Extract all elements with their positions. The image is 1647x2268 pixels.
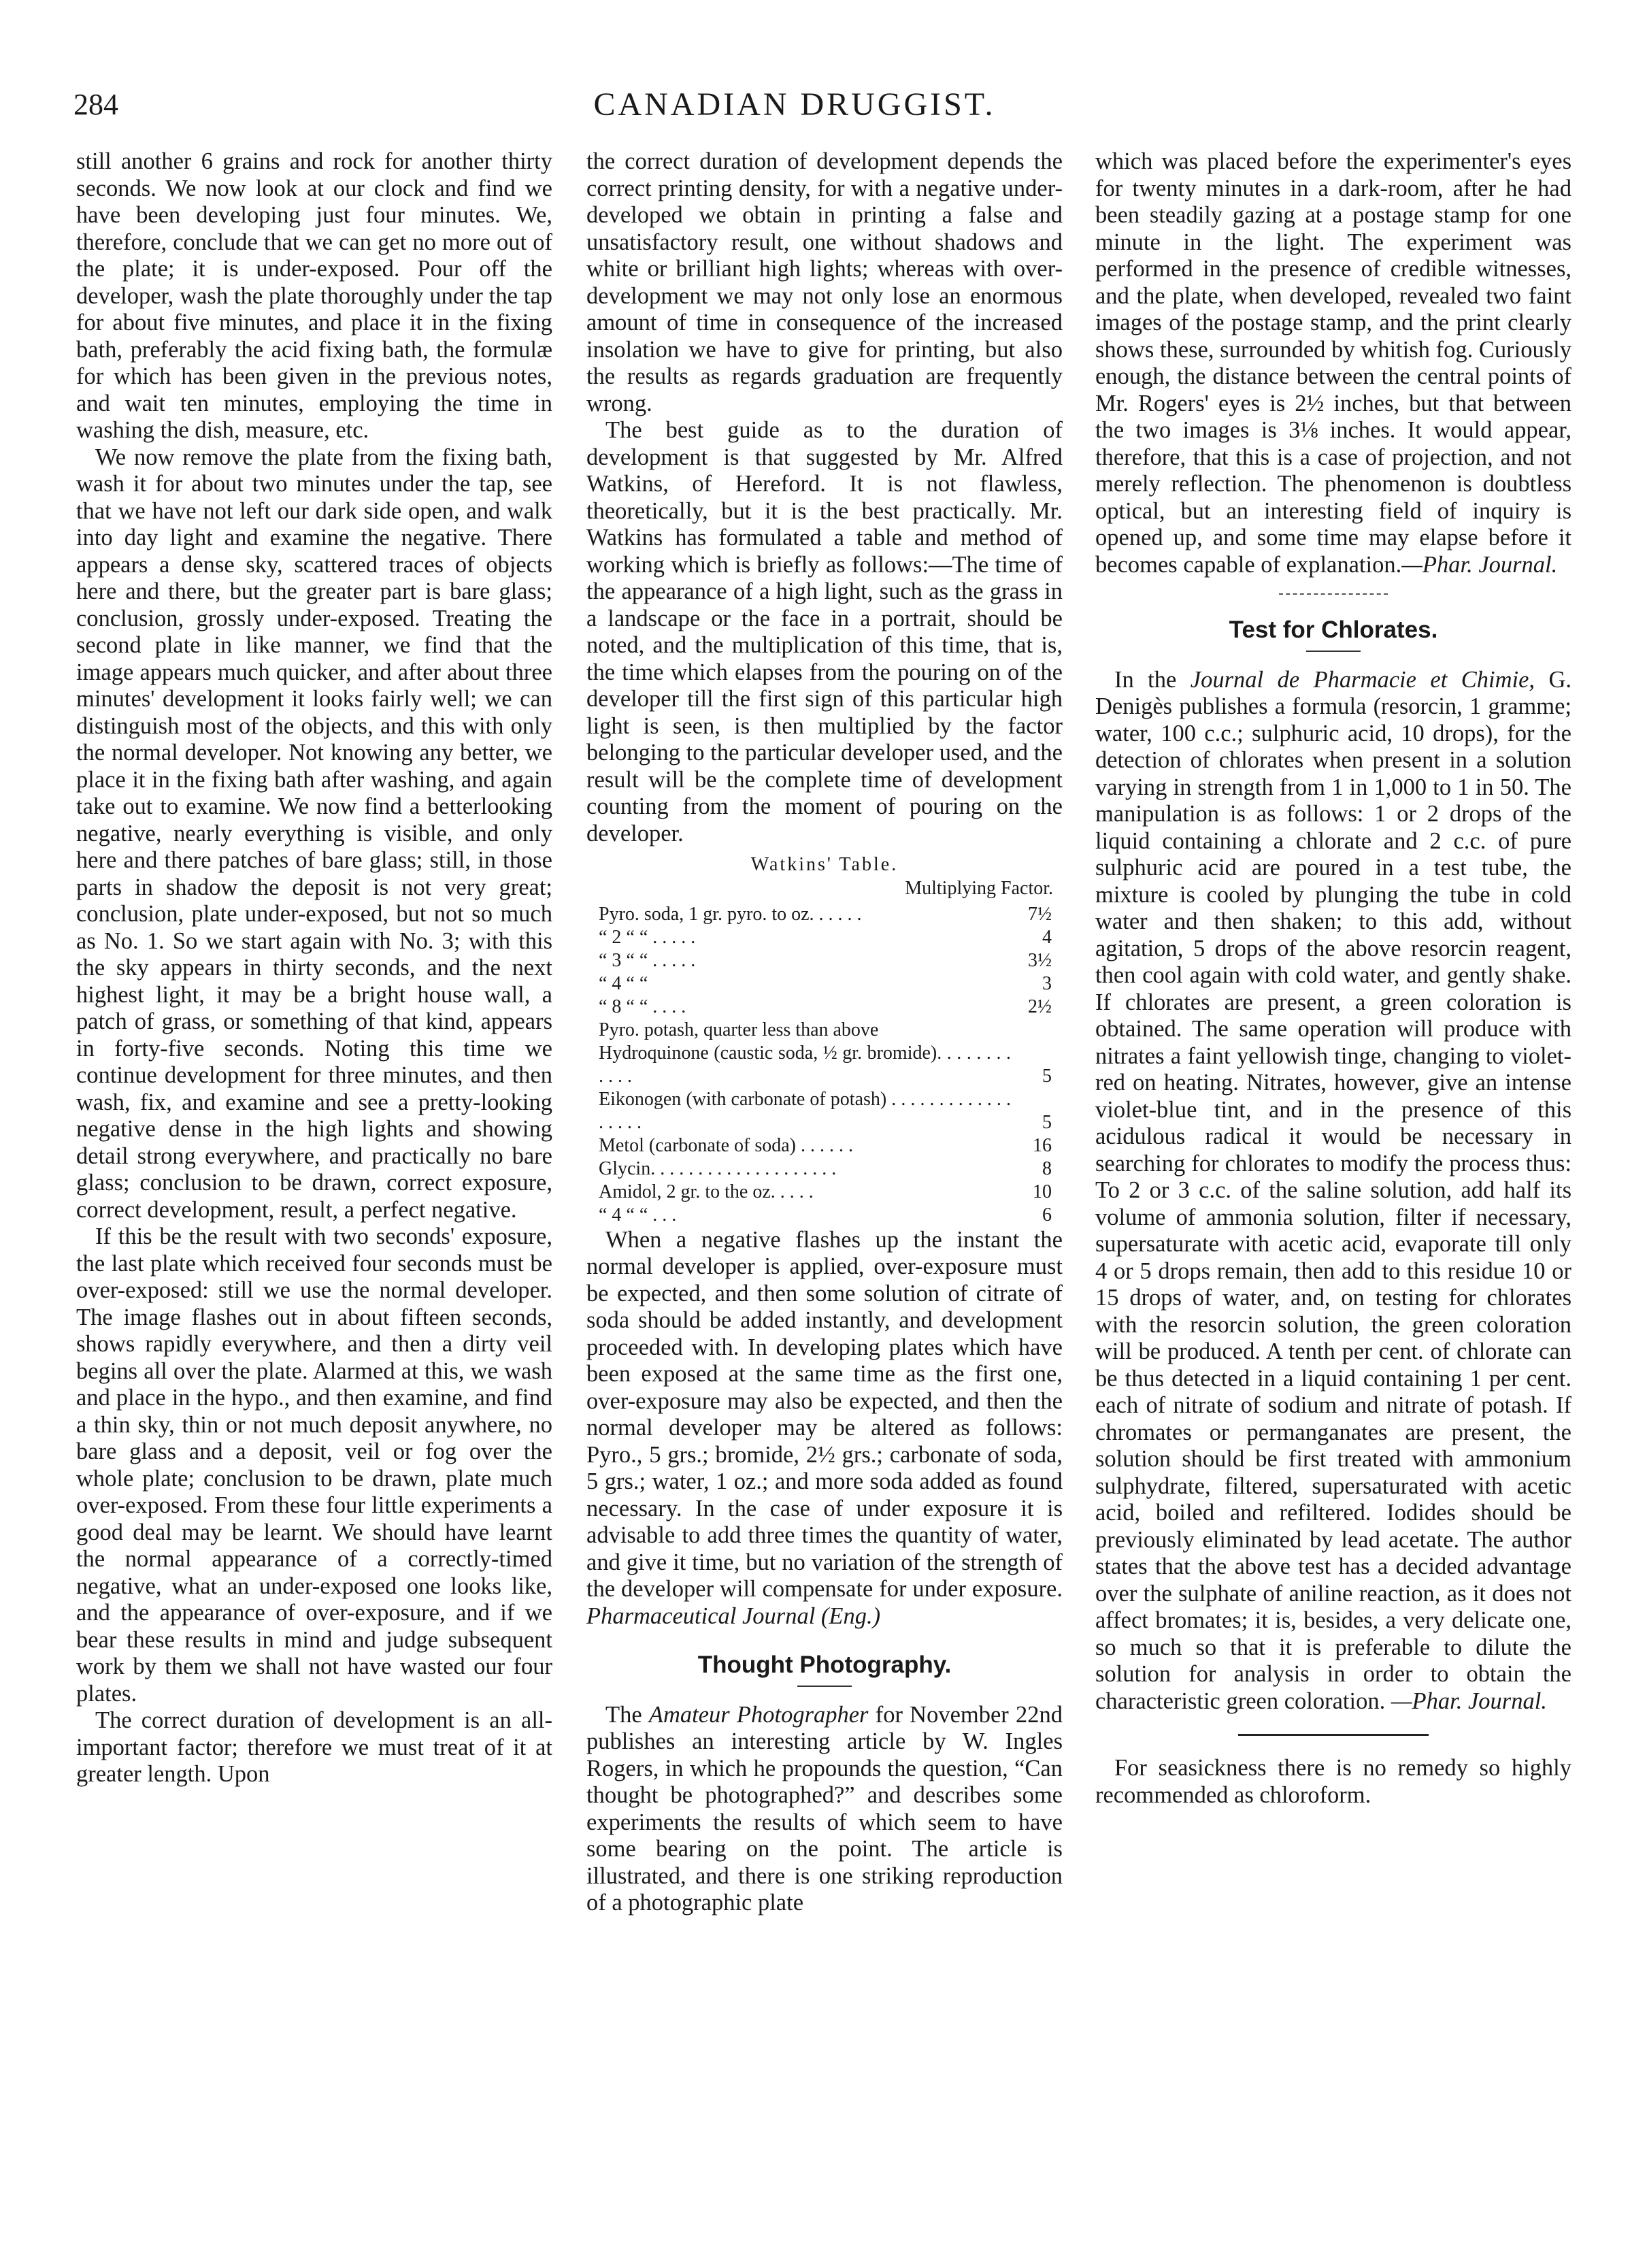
- col1-paragraph-4: The correct duration of development is an all-important factor; therefore we must treat of it at greater length. Upon: [76, 1707, 552, 1787]
- table-row: [599, 1134, 1063, 1157]
- table-row-factor: 5: [1042, 1111, 1052, 1133]
- table-row: [599, 926, 1063, 949]
- table-row: [599, 903, 1063, 926]
- table-row: [599, 1088, 1063, 1134]
- col3-paragraph-2-source: —Phar. Journal.: [1391, 1688, 1547, 1714]
- column-2: [586, 148, 1063, 2203]
- col2-paragraph-4: [586, 1702, 1063, 1917]
- table-row-developer: “ 2 “ “ . . . . .: [599, 926, 696, 948]
- table-row-developer: Eikonogen (with carbonate of potash) . . . . . . . . . . . . . . . . . .: [599, 1088, 1011, 1133]
- table-row: [599, 972, 1063, 996]
- table-row-developer: Pyro. potash, quarter less than above: [599, 1019, 879, 1040]
- col2-paragraph-3: [586, 1227, 1063, 1630]
- table-row-developer: “ 8 “ “ . . . .: [599, 996, 686, 1017]
- heading-rule: [1306, 651, 1361, 652]
- table-row-developer: Amidol, 2 gr. to the oz. . . . .: [599, 1181, 814, 1202]
- col3-paragraph-2: [1095, 667, 1571, 1715]
- watkins-table-header: Multiplying Factor.: [905, 877, 1053, 899]
- col2-paragraph-3-source: Pharmaceutical Journal (Eng.): [586, 1603, 881, 1629]
- col2-paragraph-3-text: When a negative flashes up the instant the normal developer is applied, over-exposure must be expected, and then some solution of citrate of soda should be added instantly, and development proceeded with. In developing plates which have been exposed at the same time as the first one, over-exposure may also be expected, and then the normal developer may be altered as follows: Pyro., 5 grs.; bromide, 2½ grs.; carbonate of soda, 5 grs.; water, 1 oz.; and more soda added as found necessary. In the case of under exposure it is advisable to add three times the quantity of water, and give it time, but no variation of the strength of the developer will compensate for under exposure.: [586, 1226, 1063, 1602]
- col1-paragraph-1: still another 6 grains and rock for another thirty seconds. We now look at our clock and find we have been developing just four minutes. We, therefore, conclude that we can get no more out of the plate; it is under-exposed. Pour off the developer, wash the plate thoroughly under the tap for about five minutes, and place it in the fixing bath, preferably the acid fixing bath, the formulæ for which has been given in the previous notes, and wait ten minutes, employing the time in washing the dish, measure, etc.: [76, 148, 552, 443]
- col3-paragraph-3: For seasickness there is no remedy so highly recommended as chloroform.: [1095, 1755, 1571, 1808]
- table-row-developer: “ 3 “ “ . . . . .: [599, 949, 696, 971]
- table-row-factor: 2½: [1028, 996, 1052, 1017]
- table-row: [599, 1204, 1063, 1227]
- table-row-developer: “ 4 “ “ . . .: [599, 1204, 677, 1226]
- table-row-developer: Hydroquinone (caustic soda, ½ gr. bromide). . . . . . . . . . . .: [599, 1042, 1011, 1087]
- table-row-factor: 6: [1042, 1204, 1052, 1226]
- page-number: 284: [73, 88, 118, 121]
- column-1: [76, 148, 552, 2203]
- table-row-developer: Metol (carbonate of soda) . . . . . .: [599, 1134, 853, 1156]
- col3-paragraph-2-lead: In the: [1114, 666, 1177, 693]
- watkins-table-title: Watkins' Table.: [750, 854, 899, 875]
- heading-test-for-chlorates: Test for Chlorates.: [1229, 617, 1438, 643]
- col2-paragraph-2: The best guide as to the duration of development is that suggested by Mr. Alfred Watkins, of Hereford. It is not flawless, theoretically, but it is the best practically. Mr. Watkins has formulated a table and method of working which is briefly as follows:—The time of the appearance of a high light, such as the grass in a landscape or the face in a portrait, should be noted, and the multiplication of this time, that is, the time which elapses from the pouring on of the developer till the first sign of this particular high light is seen, is then multiplied by the factor belonging to the particular developer used, and the result will be the complete time of development counting from the moment of pouring on the developer.: [586, 417, 1063, 847]
- col2-paragraph-4-lead: The: [605, 1701, 642, 1728]
- table-row-factor: 3½: [1028, 949, 1052, 971]
- table-row: [599, 1019, 1063, 1042]
- col2-paragraph-1: the correct duration of development depends the correct printing density, for with a negative under-developed we obtain in printing a false and unsatisfactory result, one without shadows and white or brilliant high lights; whereas with over-development we may not only lose an enormous amount of time in consequence of the increased insolation we have to give for printing, but also the results as regards graduation are frequently wrong.: [586, 148, 1063, 416]
- col1-paragraph-3: If this be the result with two seconds' exposure, the last plate which received four seconds must be over-exposed: still we use the normal developer. The image flashes out in about fifteen seconds, shows rapidly everywhere, and then a dirty veil begins all over the plate. Alarmed at this, we wash and place in the hypo., and then examine, and find a thin sky, thin or not much deposit anywhere, no bare glass and a deposit, veil or fog over the whole plate; conclusion to be drawn, plate much over-exposed. From these four little experiments a good deal may be learnt. We should have learnt the normal appearance of a correctly-timed negative, what an under-exposed one looks like, and the appearance of over-exposure, and if we bear these results in mind and judge subsequent work by them we shall not have wasted our four plates.: [76, 1223, 552, 1707]
- section-divider: [1279, 593, 1388, 595]
- table-row: [599, 996, 1063, 1019]
- col3-paragraph-1-source: —Phar. Journal.: [1401, 551, 1558, 578]
- page-header: [73, 80, 1516, 128]
- table-row-factor: 10: [1033, 1181, 1052, 1202]
- col3-paragraph-1-text: which was placed before the experimenter's eyes for twenty minutes in a dark-room, after he had been steadily gazing at a postage stamp for one minute in the light. The experiment was performed in the presence of credible witnesses, and the plate, when developed, revealed two faint images of the postage stamp, and the print clearly shows these, surrounded by whitish fog. Curiously enough, the distance between the central points of Mr. Rogers' eyes is 2½ inches, but that between the two images is 3⅛ inches. It would appear, therefore, that this is a case of projection, and not merely reflection. The phenomenon is doubtless optical, but an interesting field of inquiry is opened up, and some time may elapse before it becomes capable of explanation.: [1095, 148, 1571, 578]
- table-row-factor: 5: [1042, 1065, 1052, 1087]
- col3-paragraph-2-text: G. Denigès publishes a formula (resorcin, 1 gramme; water, 100 c.c.; sulphuric acid, 10 drops), for the detection of chlorates when present in a solution varying in strength from 1 in 1,000 to 1 in 50. The manipulation is as follows: 1 or 2 drops of the liquid containing a chlorate and 2 c.c. of pure sulphuric acid are poured in a test tube, the mixture is cooled by plunging the tube in cold water and then shaken; to this add, without agitation, 5 drops of the above resorcin reagent, then cool again with cold water, and gently shake. If chlorates are present, a green coloration is obtained. The same operation will produce with nitrates a faint yellowish tinge, changing to violet-red on heating. Nitrates, however, give an intense violet-blue tint, and in the presence of this acidulous radical it would be necessary in searching for chlorates to modify the process thus: To 2 or 3 c.c. of the saline solution, add half its volume of ammonia solution, filter if necessary, supersaturate with acetic acid, evaporate till only 4 or 5 drops remain, then add to this residue 10 or 15 drops of water, and, on testing for chlorates with the resorcin solution, the green coloration will be produced. A tenth per cent. of chlorate can be thus detected in a liquid containing 1 per cent. each of nitrate of sodium and nitrate of potash. If chromates or permanganates are present, the solution should be first treated with ammonium sulphydrate, filtered, supersaturated with acetic acid, boiled and refiltered. Iodides should be previously eliminated by lead acetate. The author states that the above test has a decided advantage over the sulphate of aniline reaction, as it does not affect bromates; it is, besides, a very delicate one, so much so that it is preferable to dilute the solution for analysis in order to obtain the characteristic green coloration.: [1095, 666, 1571, 1714]
- table-row: [599, 1181, 1063, 1204]
- journal-title: Journal de Pharmacie et Chimie,: [1190, 666, 1535, 693]
- section-rule: [1238, 1734, 1429, 1736]
- col3-paragraph-1: [1095, 148, 1571, 578]
- table-row: [599, 949, 1063, 972]
- table-row: [599, 1042, 1063, 1088]
- table-row-factor: 3: [1042, 972, 1052, 994]
- watkins-table: [586, 903, 1063, 1227]
- running-title: CANADIAN DRUGGIST.: [593, 86, 996, 122]
- table-row-developer: Glycin. . . . . . . . . . . . . . . . . . . .: [599, 1157, 837, 1179]
- table-row-developer: “ 4 “ “: [599, 972, 648, 994]
- table-row-factor: 16: [1033, 1134, 1052, 1156]
- col2-paragraph-4-text: for November 22nd publishes an interesting article by W. Ingles Rogers, in which he propounds the question, “Can thought be photographed?” and describes some experiments the results of which seem to have some bearing on the point. The article is illustrated, and there is one striking reproduction of a photographic plate: [586, 1701, 1063, 1916]
- table-row-factor: 7½: [1028, 903, 1052, 925]
- amateur-photographer-title: Amateur Photographer: [648, 1701, 869, 1728]
- col1-paragraph-2: We now remove the plate from the fixing bath, wash it for about two minutes under the tap, see that we have not left our dark side open, and walk into day light and examine the negative. There appears a dense sky, scattered traces of objects here and there, but the greater part is bare glass; conclusion, grossly under-exposed. Treating the second plate in like manner, we find that the image appears much quicker, and after about three minutes' development it looks fairly well; we can distinguish most of the objects, and this with only the normal developer. Not knowing any better, we place it in the fixing bath after washing, and again take out to examine. We now find a betterlooking negative, nearly everything is visible, and only here and there patches of bare glass; still, in those parts in shadow the deposit is not very great; conclusion, plate under-exposed, but not so much as No. 1. So we start again with No. 3; with this the sky appears in thirty seconds, and the next highest light, it may be a bright house wall, a patch of grass, or something of that kind, appears in forty-five seconds. Noting this time we continue development for three minutes, and then wash, fix, and examine and see a pretty-looking negative dense in the high lights and showing detail strong everywhere, and practically no bare glass; conclusion to be drawn, correct exposure, correct development, result, a perfect negative.: [76, 444, 552, 1223]
- table-row-factor: 4: [1042, 926, 1052, 948]
- heading-rule: [797, 1686, 852, 1687]
- table-row-factor: 8: [1042, 1157, 1052, 1179]
- table-row-developer: Pyro. soda, 1 gr. pyro. to oz. . . . . .: [599, 903, 862, 925]
- column-3: [1095, 148, 1571, 2203]
- heading-thought-photography: Thought Photography.: [697, 1651, 952, 1678]
- table-row: [599, 1157, 1063, 1181]
